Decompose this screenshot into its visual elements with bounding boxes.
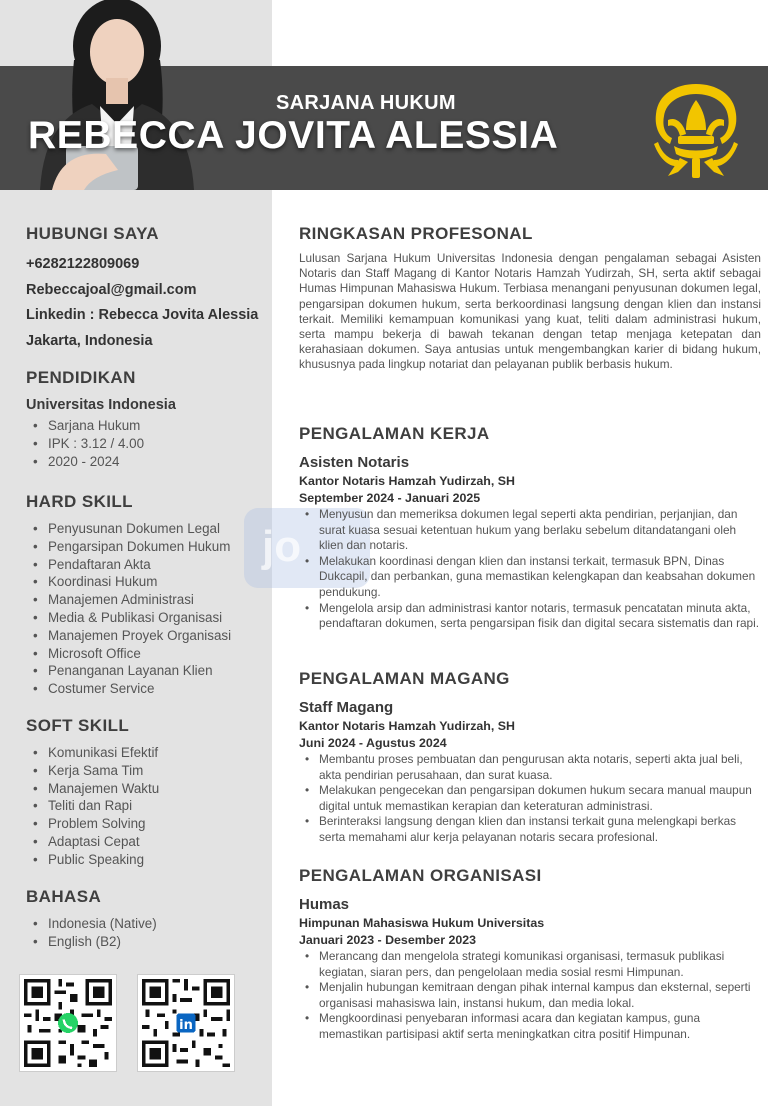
- school-name: Universitas Indonesia: [26, 397, 176, 413]
- phone-number: +6282122809069: [26, 256, 140, 272]
- hard-skill-item: • Manajemen Administrasi: [30, 591, 266, 609]
- summary-section: [299, 224, 761, 373]
- summary-text: Lulusan Sarjana Hukum Universitas Indonesia dengan pengalaman sebagai Asisten Notaris dan Staff Magang di Kantor Notaris Hamzah Yudirzah, SH, serta aktif sebagai Humas Himpunan Mahasiswa Hukum. Terbiasa menangani penyusunan dokumen legal, pengarsipan dokumen hukum, serta berkoordinasi langsung dengan klien dan instansi terkait. Memiliki kemampuan komunikasi yang kuat, teliti dalam administrasi hukum, serta mampu bekerja di bawah tekanan dengan tetap menjaga ketepatan dan kerahasiaan dokumen. Saya antusias untuk mengembangkan karier di bidang hukum, khususnya pada lingkup notariat dan pelayanan publik berbasis hukum.: [299, 251, 761, 372]
- organization-role: Humas: [299, 896, 350, 913]
- organization-heading: PENGALAMAN ORGANISASI: [299, 866, 542, 885]
- hard-skill-item: • Pengarsipan Dokumen Hukum: [30, 538, 266, 556]
- soft-skill-item: • Komunikasi Efektif: [30, 744, 266, 762]
- language-heading: BAHASA: [26, 887, 102, 906]
- internship-bullet: • Berinteraksi langsung dengan klien dan instansi terkait guna melengkapi berkas serta memahami alur kerja pelayanan notaris secara profesional.: [299, 814, 761, 845]
- job-subtitle: SARJANA HUKUM: [276, 92, 456, 114]
- work-heading: PENGALAMAN KERJA: [299, 424, 490, 443]
- hard-skill-list: [30, 520, 266, 698]
- contact-section: [26, 224, 266, 354]
- soft-skill-item: • Adaptasi Cepat: [30, 833, 266, 851]
- organization-period: Januari 2023 - Desember 2023: [299, 933, 477, 947]
- hard-skill-item: • Manajemen Proyek Organisasi: [30, 627, 266, 645]
- internship-period: Juni 2024 - Agustus 2024: [299, 736, 447, 750]
- contact-heading: HUBUNGI SAYA: [26, 224, 159, 243]
- education-item: • 2020 - 2024: [30, 453, 266, 471]
- organization-section: [299, 866, 761, 1043]
- candidate-name: REBECCA JOVITA ALESSIA: [28, 114, 559, 157]
- language-item: • Indonesia (Native): [30, 915, 266, 933]
- language-list: [30, 915, 266, 951]
- internship-bullet: • Melakukan pengecekan dan pengarsipan dokumen hukum secara manual maupun digital untuk memastikan kerapian dan keteraturan administrasi.: [299, 783, 761, 814]
- education-list: [30, 417, 266, 470]
- education-item: • Sarjana Hukum: [30, 417, 266, 435]
- language-section: [26, 887, 266, 951]
- soft-skill-item: • Kerja Sama Tim: [30, 762, 266, 780]
- work-bullet: • Mengelola arsip dan administrasi kantor notaris, termasuk pencatatan minuta akta, pendaftaran dokumen, serta pengarsipan fisik dan digital secara sistematis dan rapi.: [299, 601, 761, 632]
- work-bullet: • Melakukan koordinasi dengan klien dan instansi terkait, termasuk BPN, Dinas Dukcapil, dan perbankan, guna memastikan kelengkapan dan keabsahan dokumen pendukung.: [299, 554, 761, 601]
- organization-bullet: • Merancang dan mengelola strategi komunikasi organisasi, termasuk publikasi kegiatan, siaran pers, dan pengelolaan media sosial resmi Himpunan.: [299, 949, 761, 980]
- hard-skill-item: • Pendaftaran Akta: [30, 556, 266, 574]
- whatsapp-qr-code[interactable]: [19, 974, 117, 1072]
- work-company: Kantor Notaris Hamzah Yudirzah, SH: [299, 474, 515, 488]
- internship-bullet: • Membantu proses pembuatan dan pengurusan akta notaris, seperti akta jual beli, akta pendirian perusahaan, dan surat kuasa.: [299, 752, 761, 783]
- summary-heading: RINGKASAN PROFESONAL: [299, 224, 533, 243]
- internship-section: [299, 669, 761, 846]
- hard-skill-heading: HARD SKILL: [26, 492, 133, 511]
- work-period: September 2024 - Januari 2025: [299, 491, 481, 505]
- location: Jakarta, Indonesia: [26, 332, 153, 349]
- soft-skill-section: [26, 716, 266, 869]
- email-address[interactable]: Rebeccajoal@gmail.com: [26, 281, 197, 298]
- svg-text:in: in: [179, 1017, 193, 1033]
- education-heading: PENDIDIKAN: [26, 368, 136, 387]
- education-section: [26, 368, 266, 470]
- education-item: • IPK : 3.12 / 4.00: [30, 435, 266, 453]
- soft-skill-item: • Problem Solving: [30, 815, 266, 833]
- work-section: [299, 424, 761, 632]
- soft-skill-item: • Manajemen Waktu: [30, 780, 266, 798]
- linkedin-link[interactable]: Linkedin : Rebecca Jovita Alessia: [26, 307, 259, 323]
- watermark-text: jo: [262, 522, 302, 571]
- internship-job-title: Staff Magang: [299, 699, 394, 716]
- work-bullets: [299, 507, 761, 632]
- language-item: • English (B2): [30, 933, 266, 951]
- internship-company: Kantor Notaris Hamzah Yudirzah, SH: [299, 719, 515, 733]
- soft-skill-item: • Public Speaking: [30, 851, 266, 869]
- work-job-title: Asisten Notaris: [299, 454, 410, 471]
- hard-skill-item: • Penyusunan Dokumen Legal: [30, 520, 266, 538]
- internship-heading: PENGALAMAN MAGANG: [299, 669, 510, 688]
- organization-name: Himpunan Mahasiswa Hukum Universitas: [299, 916, 545, 930]
- linkedin-qr-code[interactable]: [137, 974, 235, 1072]
- hard-skill-item: • Koordinasi Hukum: [30, 573, 266, 591]
- organization-bullet: • Menjalin hubungan kemitraan dengan pihak internal kampus dan eksternal, seperti organisasi mahasiswa lain, instansi hukum, dan media lokal.: [299, 980, 761, 1011]
- soft-skill-heading: SOFT SKILL: [26, 716, 130, 735]
- soft-skill-list: [30, 744, 266, 869]
- hard-skill-item: • Costumer Service: [30, 680, 266, 698]
- hard-skill-section: [26, 492, 266, 698]
- internship-bullets: [299, 752, 761, 846]
- organization-bullets: [299, 949, 761, 1043]
- hard-skill-item: • Penanganan Layanan Klien: [30, 662, 266, 680]
- university-logo: [650, 80, 742, 180]
- work-bullet: • Menyusun dan memeriksa dokumen legal seperti akta pendirian, perjanjian, dan surat kuasa sesuai ketentuan hukum yang berlaku sebelum ditandatangani oleh klien dan notaris.: [299, 507, 761, 554]
- organization-bullet: • Mengkoordinasi penyebaran informasi acara dan kegiatan kampus, guna memastikan partisipasi aktif serta meningkatkan citra positif Himpunan.: [299, 1011, 761, 1042]
- hard-skill-item: • Media & Publikasi Organisasi: [30, 609, 266, 627]
- profile-photo: [22, 0, 212, 190]
- soft-skill-item: • Teliti dan Rapi: [30, 797, 266, 815]
- hard-skill-item: • Microsoft Office: [30, 645, 266, 663]
